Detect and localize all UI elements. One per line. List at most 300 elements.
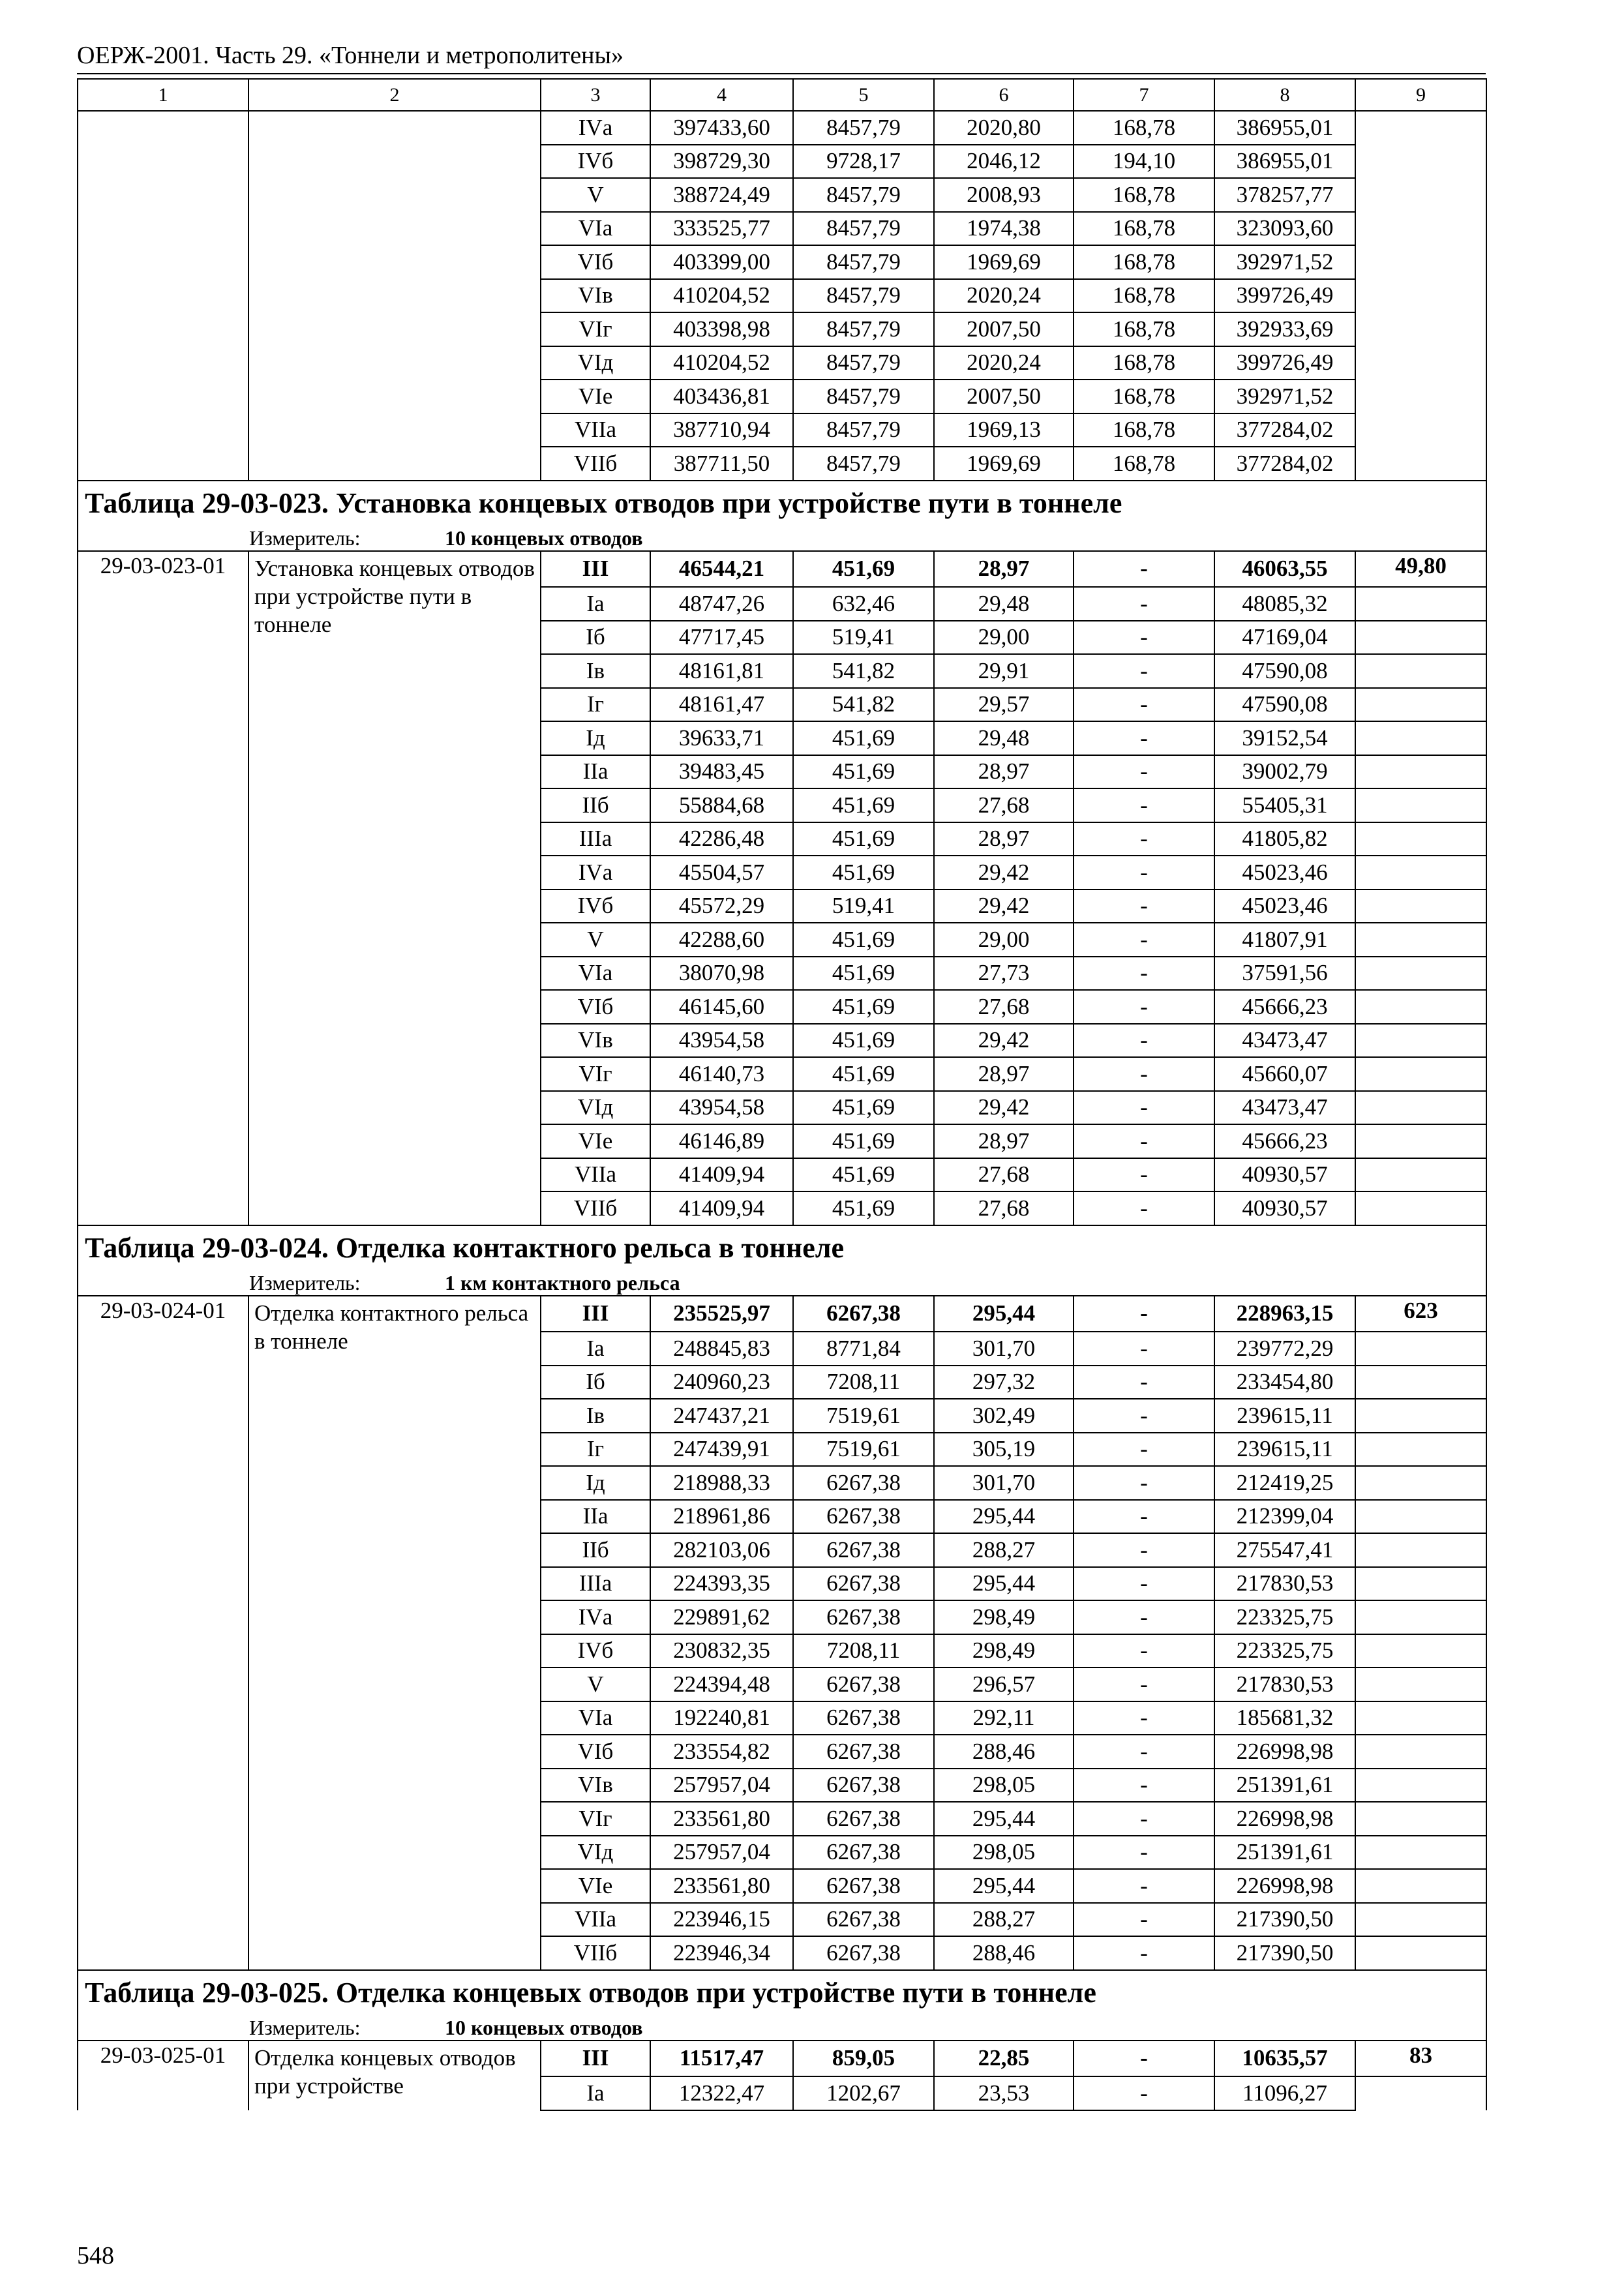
header-rule	[77, 73, 1486, 74]
column-number-row	[78, 79, 1486, 111]
cell-zone: VIг	[541, 1057, 650, 1091]
cell-machine-costs: 27,68	[934, 990, 1074, 1024]
empty-col9-cell	[1355, 1668, 1486, 1701]
cell-wages: 451,69	[793, 551, 934, 588]
cell-machine-costs: 2020,80	[934, 111, 1074, 145]
cell-driver-wages: -	[1074, 1091, 1214, 1125]
cell-machine-costs: 2007,50	[934, 312, 1074, 346]
cell-direct-costs: 39633,71	[650, 721, 793, 755]
cell-zone: VIб	[541, 1735, 650, 1769]
cell-materials: 40930,57	[1214, 1158, 1355, 1192]
cell-machine-costs: 288,27	[934, 1903, 1074, 1937]
empty-col9-cell	[1355, 1433, 1486, 1467]
cell-zone: Iд	[541, 721, 650, 755]
cell-direct-costs: 257957,04	[650, 1836, 793, 1870]
cell-direct-costs: 218988,33	[650, 1466, 793, 1500]
cell-direct-costs: 398729,30	[650, 145, 793, 179]
cell-wages: 8457,79	[793, 212, 934, 246]
empty-description-cell	[248, 111, 541, 481]
empty-col9-cell	[1355, 1124, 1486, 1158]
cell-machine-costs: 22,85	[934, 2041, 1074, 2077]
cell-wages: 8457,79	[793, 447, 934, 481]
empty-col9-cell	[1355, 822, 1486, 856]
cell-direct-costs: 247439,91	[650, 1433, 793, 1467]
cell-zone: IIIа	[541, 822, 650, 856]
empty-col9-cell	[1355, 923, 1486, 957]
cell-materials: 47590,08	[1214, 688, 1355, 722]
empty-col9-cell	[1355, 111, 1486, 481]
cell-materials: 392971,52	[1214, 380, 1355, 413]
empty-col9-cell	[1355, 1332, 1486, 1366]
running-header: ОЕРЖ-2001. Часть 29. «Тоннели и метрополитены»	[77, 42, 624, 69]
empty-col9-cell	[1355, 1191, 1486, 1225]
cell-zone: Iа	[541, 1332, 650, 1366]
cell-driver-wages: 168,78	[1074, 380, 1214, 413]
cell-direct-costs: 43954,58	[650, 1091, 793, 1125]
cell-wages: 7519,61	[793, 1433, 934, 1467]
empty-col9-cell	[1355, 587, 1486, 621]
cell-direct-costs: 240960,23	[650, 1366, 793, 1399]
empty-col9-cell	[1355, 1701, 1486, 1735]
cell-machine-costs: 301,70	[934, 1466, 1074, 1500]
rate-description: Отделка контактного рельса в тоннеле	[248, 1296, 541, 1970]
column-number: 1	[78, 79, 248, 111]
cell-driver-wages: -	[1074, 1567, 1214, 1601]
cell-direct-costs: 11517,47	[650, 2041, 793, 2077]
column-number: 2	[248, 79, 541, 111]
empty-col9-cell	[1355, 1903, 1486, 1937]
cell-wages: 519,41	[793, 890, 934, 923]
cell-wages: 451,69	[793, 1091, 934, 1125]
cell-materials: 212399,04	[1214, 1500, 1355, 1534]
cell-wages: 1202,67	[793, 2076, 934, 2110]
cell-driver-wages: 168,78	[1074, 413, 1214, 447]
cell-driver-wages: 168,78	[1074, 178, 1214, 212]
table-row	[78, 2041, 1486, 2077]
table-title: Таблица 29-03-025. Отделка концевых отводов при устройстве пути в тоннеле	[78, 1970, 1486, 2015]
empty-col9-cell	[1355, 1634, 1486, 1668]
cell-wages: 6267,38	[793, 1668, 934, 1701]
cell-driver-wages: -	[1074, 1057, 1214, 1091]
cell-materials: 45660,07	[1214, 1057, 1355, 1091]
cell-zone: VIг	[541, 312, 650, 346]
cell-wages: 6267,38	[793, 1802, 934, 1836]
cell-wages: 6267,38	[793, 1296, 934, 1332]
cell-machine-costs: 298,05	[934, 1836, 1074, 1870]
cell-machine-costs: 2008,93	[934, 178, 1074, 212]
column-number: 6	[934, 79, 1074, 111]
cell-wages: 632,46	[793, 587, 934, 621]
cell-zone: V	[541, 178, 650, 212]
rates-table	[77, 78, 1487, 2111]
cell-zone: V	[541, 1668, 650, 1701]
cell-driver-wages: -	[1074, 1769, 1214, 1803]
cell-materials: 55405,31	[1214, 788, 1355, 822]
empty-col9-cell	[1355, 1158, 1486, 1192]
cell-direct-costs: 403399,00	[650, 245, 793, 279]
cell-zone: VIв	[541, 279, 650, 313]
cell-zone: IVа	[541, 856, 650, 890]
cell-materials: 377284,02	[1214, 447, 1355, 481]
cell-machine-costs: 27,68	[934, 1158, 1074, 1192]
cell-materials: 43473,47	[1214, 1091, 1355, 1125]
cell-wages: 451,69	[793, 990, 934, 1024]
cell-materials: 47590,08	[1214, 654, 1355, 688]
empty-col9-cell	[1355, 1366, 1486, 1399]
cell-direct-costs: 282103,06	[650, 1533, 793, 1567]
cell-driver-wages: -	[1074, 688, 1214, 722]
cell-direct-costs: 235525,97	[650, 1296, 793, 1332]
empty-col9-cell	[1355, 1057, 1486, 1091]
cell-direct-costs: 403398,98	[650, 312, 793, 346]
cell-zone: IIб	[541, 788, 650, 822]
cell-wages: 7208,11	[793, 1366, 934, 1399]
unit-value: 1 км контактного рельса	[445, 1270, 680, 1294]
cell-machine-costs: 298,49	[934, 1634, 1074, 1668]
cell-direct-costs: 410204,52	[650, 346, 793, 380]
cell-zone: Iг	[541, 688, 650, 722]
cell-zone: III	[541, 1296, 650, 1332]
cell-machine-costs: 1974,38	[934, 212, 1074, 246]
table-title-row	[78, 1970, 1486, 2015]
cell-materials: 378257,77	[1214, 178, 1355, 212]
cell-direct-costs: 12322,47	[650, 2076, 793, 2110]
cell-machine-costs: 301,70	[934, 1332, 1074, 1366]
cell-wages: 8457,79	[793, 312, 934, 346]
cell-machine-costs: 295,44	[934, 1802, 1074, 1836]
cell-direct-costs: 192240,81	[650, 1701, 793, 1735]
cell-wages: 8457,79	[793, 380, 934, 413]
cell-materials: 392933,69	[1214, 312, 1355, 346]
cell-zone: VIд	[541, 346, 650, 380]
cell-machine-costs: 29,57	[934, 688, 1074, 722]
cell-direct-costs: 45504,57	[650, 856, 793, 890]
empty-col9-cell	[1355, 957, 1486, 991]
table-title-row	[78, 1225, 1486, 1270]
table-row	[78, 551, 1486, 588]
cell-wages: 8457,79	[793, 178, 934, 212]
cell-direct-costs: 333525,77	[650, 212, 793, 246]
cell-materials: 185681,32	[1214, 1701, 1355, 1735]
unit-value: 10 концевых отводов	[445, 526, 643, 550]
cell-driver-wages: -	[1074, 788, 1214, 822]
cell-machine-costs: 2007,50	[934, 380, 1074, 413]
cell-zone: Iг	[541, 1433, 650, 1467]
cell-wages: 6267,38	[793, 1903, 934, 1937]
cell-driver-wages: -	[1074, 2041, 1214, 2077]
cell-direct-costs: 42286,48	[650, 822, 793, 856]
empty-col9-cell	[1355, 1024, 1486, 1058]
unit-label: Измеритель:	[249, 526, 361, 550]
cell-machine-costs: 27,73	[934, 957, 1074, 991]
empty-col9-cell	[1355, 1936, 1486, 1970]
cell-wages: 451,69	[793, 1024, 934, 1058]
empty-col9-cell	[1355, 621, 1486, 655]
cell-direct-costs: 223946,15	[650, 1903, 793, 1937]
unit-row	[78, 2015, 1486, 2041]
cell-direct-costs: 233554,82	[650, 1735, 793, 1769]
cell-driver-wages: 168,78	[1074, 245, 1214, 279]
cell-driver-wages: -	[1074, 1433, 1214, 1467]
cell-materials: 45666,23	[1214, 990, 1355, 1024]
cell-direct-costs: 388724,49	[650, 178, 793, 212]
unit-label: Измеритель:	[249, 2015, 361, 2039]
cell-wages: 7519,61	[793, 1399, 934, 1433]
unit-value: 10 концевых отводов	[445, 2015, 643, 2039]
cell-machine-costs: 305,19	[934, 1433, 1074, 1467]
cell-wages: 451,69	[793, 923, 934, 957]
cell-zone: VIг	[541, 1802, 650, 1836]
cell-machine-costs: 288,46	[934, 1936, 1074, 1970]
empty-col9-cell	[1355, 1802, 1486, 1836]
cell-direct-costs: 397433,60	[650, 111, 793, 145]
cell-machine-costs: 28,97	[934, 822, 1074, 856]
cell-zone: IVа	[541, 111, 650, 145]
cell-direct-costs: 387710,94	[650, 413, 793, 447]
cell-wages: 6267,38	[793, 1836, 934, 1870]
cell-driver-wages: -	[1074, 1296, 1214, 1332]
cell-machine-costs: 23,53	[934, 2076, 1074, 2110]
cell-materials: 392971,52	[1214, 245, 1355, 279]
cell-materials: 226998,98	[1214, 1869, 1355, 1903]
cell-zone: VIе	[541, 1124, 650, 1158]
rate-description: Отделка концевых отводов при устройстве	[248, 2041, 541, 2110]
cell-materials: 239772,29	[1214, 1332, 1355, 1366]
cell-materials: 399726,49	[1214, 279, 1355, 313]
cell-zone: IIIа	[541, 1567, 650, 1601]
cell-machine-costs: 295,44	[934, 1869, 1074, 1903]
cell-driver-wages: -	[1074, 755, 1214, 789]
cell-zone: IVб	[541, 145, 650, 179]
empty-col9-cell	[1355, 1500, 1486, 1534]
cell-zone: VIд	[541, 1836, 650, 1870]
cell-zone: VIв	[541, 1769, 650, 1803]
cell-materials: 323093,60	[1214, 212, 1355, 246]
cell-direct-costs: 403436,81	[650, 380, 793, 413]
cell-machine-costs: 29,42	[934, 856, 1074, 890]
cell-wages: 6267,38	[793, 1769, 934, 1803]
cell-zone: VIа	[541, 212, 650, 246]
unit-row	[78, 526, 1486, 551]
cell-driver-wages: -	[1074, 1332, 1214, 1366]
cell-materials: 212419,25	[1214, 1466, 1355, 1500]
cell-materials: 223325,75	[1214, 1600, 1355, 1634]
cell-machine-costs: 302,49	[934, 1399, 1074, 1433]
cell-materials: 223325,75	[1214, 1634, 1355, 1668]
cell-wages: 8457,79	[793, 279, 934, 313]
cell-wages: 451,69	[793, 755, 934, 789]
cell-zone: VIа	[541, 957, 650, 991]
cell-zone: IIа	[541, 1500, 650, 1534]
cell-driver-wages: -	[1074, 1533, 1214, 1567]
empty-col9-cell	[1355, 755, 1486, 789]
cell-wages: 451,69	[793, 856, 934, 890]
cell-wages: 6267,38	[793, 1869, 934, 1903]
cell-zone: VIIб	[541, 1936, 650, 1970]
cell-materials: 47169,04	[1214, 621, 1355, 655]
cell-zone: VIб	[541, 245, 650, 279]
cell-direct-costs: 223946,34	[650, 1936, 793, 1970]
cell-wages: 451,69	[793, 788, 934, 822]
cell-driver-wages: -	[1074, 822, 1214, 856]
cell-driver-wages: -	[1074, 551, 1214, 588]
cell-direct-costs: 224394,48	[650, 1668, 793, 1701]
cell-driver-wages: 168,78	[1074, 279, 1214, 313]
cell-machine-costs: 29,42	[934, 1091, 1074, 1125]
empty-col9-cell	[1355, 1769, 1486, 1803]
cell-zone: Iб	[541, 621, 650, 655]
cell-driver-wages: -	[1074, 1024, 1214, 1058]
cell-direct-costs: 46140,73	[650, 1057, 793, 1091]
cell-machine-costs: 29,48	[934, 587, 1074, 621]
labor-cost: 83	[1355, 2041, 1486, 2077]
cell-materials: 41807,91	[1214, 923, 1355, 957]
cell-direct-costs: 230832,35	[650, 1634, 793, 1668]
cell-machine-costs: 298,49	[934, 1600, 1074, 1634]
cell-materials: 39002,79	[1214, 755, 1355, 789]
cell-materials: 226998,98	[1214, 1802, 1355, 1836]
cell-driver-wages: -	[1074, 1802, 1214, 1836]
cell-machine-costs: 2020,24	[934, 346, 1074, 380]
cell-wages: 9728,17	[793, 145, 934, 179]
page-number: 548	[77, 2242, 114, 2269]
cell-materials: 217390,50	[1214, 1936, 1355, 1970]
cell-direct-costs: 224393,35	[650, 1567, 793, 1601]
cell-wages: 6267,38	[793, 1533, 934, 1567]
cell-materials: 399726,49	[1214, 346, 1355, 380]
column-number: 4	[650, 79, 793, 111]
cell-wages: 6267,38	[793, 1466, 934, 1500]
cell-direct-costs: 218961,86	[650, 1500, 793, 1534]
cell-machine-costs: 288,46	[934, 1735, 1074, 1769]
cell-materials: 251391,61	[1214, 1836, 1355, 1870]
cell-wages: 451,69	[793, 1191, 934, 1225]
cell-zone: VIд	[541, 1091, 650, 1125]
cell-wages: 451,69	[793, 721, 934, 755]
cell-direct-costs: 46544,21	[650, 551, 793, 588]
cell-materials: 217830,53	[1214, 1668, 1355, 1701]
cell-driver-wages: -	[1074, 856, 1214, 890]
cell-materials: 377284,02	[1214, 413, 1355, 447]
cell-wages: 451,69	[793, 957, 934, 991]
cell-driver-wages: -	[1074, 1124, 1214, 1158]
cell-driver-wages: -	[1074, 890, 1214, 923]
table-title: Таблица 29-03-024. Отделка контактного рельса в тоннеле	[78, 1225, 1486, 1270]
cell-materials: 40930,57	[1214, 1191, 1355, 1225]
cell-wages: 6267,38	[793, 1600, 934, 1634]
column-number: 5	[793, 79, 934, 111]
cell-wages: 859,05	[793, 2041, 934, 2077]
cell-zone: VIа	[541, 1701, 650, 1735]
unit-row	[78, 1270, 1486, 1296]
cell-wages: 8771,84	[793, 1332, 934, 1366]
cell-machine-costs: 29,91	[934, 654, 1074, 688]
cell-machine-costs: 28,97	[934, 551, 1074, 588]
cell-driver-wages: 168,78	[1074, 212, 1214, 246]
cell-machine-costs: 292,11	[934, 1701, 1074, 1735]
cell-driver-wages: -	[1074, 1600, 1214, 1634]
cell-machine-costs: 27,68	[934, 788, 1074, 822]
cell-driver-wages: -	[1074, 1634, 1214, 1668]
cell-zone: IVб	[541, 890, 650, 923]
cell-direct-costs: 46145,60	[650, 990, 793, 1024]
rate-code: 29-03-024-01	[78, 1296, 248, 1970]
cell-zone: VIIб	[541, 447, 650, 481]
cell-wages: 6267,38	[793, 1701, 934, 1735]
cell-direct-costs: 229891,62	[650, 1600, 793, 1634]
cell-zone: III	[541, 2041, 650, 2077]
empty-col9-cell	[1355, 890, 1486, 923]
cell-direct-costs: 43954,58	[650, 1024, 793, 1058]
unit-label: Измеритель:	[249, 1270, 361, 1294]
cell-zone: IIб	[541, 1533, 650, 1567]
cell-wages: 519,41	[793, 621, 934, 655]
labor-cost: 49,80	[1355, 551, 1486, 588]
cell-machine-costs: 1969,69	[934, 245, 1074, 279]
cell-zone: IVб	[541, 1634, 650, 1668]
cell-materials: 37591,56	[1214, 957, 1355, 991]
cell-wages: 8457,79	[793, 111, 934, 145]
empty-col9-cell	[1355, 990, 1486, 1024]
table-title-row	[78, 481, 1486, 526]
measurement-unit	[78, 1270, 1486, 1296]
cell-materials: 386955,01	[1214, 111, 1355, 145]
empty-col9-cell	[1355, 2076, 1486, 2110]
cell-direct-costs: 233561,80	[650, 1802, 793, 1836]
cell-zone: V	[541, 923, 650, 957]
cell-materials: 45666,23	[1214, 1124, 1355, 1158]
cell-direct-costs: 247437,21	[650, 1399, 793, 1433]
cell-driver-wages: -	[1074, 1735, 1214, 1769]
table-row	[78, 1296, 1486, 1332]
cell-machine-costs: 29,42	[934, 890, 1074, 923]
cell-materials: 228963,15	[1214, 1296, 1355, 1332]
cell-driver-wages: -	[1074, 1158, 1214, 1192]
measurement-unit	[78, 526, 1486, 551]
cell-zone: VIв	[541, 1024, 650, 1058]
measurement-unit	[78, 2015, 1486, 2041]
cell-driver-wages: -	[1074, 1191, 1214, 1225]
cell-driver-wages: -	[1074, 990, 1214, 1024]
empty-col9-cell	[1355, 1091, 1486, 1125]
cell-wages: 6267,38	[793, 1936, 934, 1970]
cell-machine-costs: 28,97	[934, 1124, 1074, 1158]
cell-zone: IVа	[541, 1600, 650, 1634]
cell-driver-wages: 168,78	[1074, 346, 1214, 380]
cell-direct-costs: 45572,29	[650, 890, 793, 923]
cell-wages: 8457,79	[793, 346, 934, 380]
cell-direct-costs: 55884,68	[650, 788, 793, 822]
cell-materials: 233454,80	[1214, 1366, 1355, 1399]
cell-materials: 251391,61	[1214, 1769, 1355, 1803]
empty-col9-cell	[1355, 1567, 1486, 1601]
cell-materials: 41805,82	[1214, 822, 1355, 856]
empty-col9-cell	[1355, 1466, 1486, 1500]
cell-driver-wages: -	[1074, 621, 1214, 655]
cell-zone: VIIа	[541, 1158, 650, 1192]
cell-machine-costs: 296,57	[934, 1668, 1074, 1701]
cell-direct-costs: 410204,52	[650, 279, 793, 313]
empty-col9-cell	[1355, 654, 1486, 688]
cell-driver-wages: -	[1074, 1701, 1214, 1735]
cell-zone: VIе	[541, 380, 650, 413]
rate-code: 29-03-025-01	[78, 2041, 248, 2110]
empty-col9-cell	[1355, 1600, 1486, 1634]
cell-driver-wages: -	[1074, 654, 1214, 688]
cell-driver-wages: -	[1074, 1399, 1214, 1433]
column-number: 9	[1355, 79, 1486, 111]
cell-zone: III	[541, 551, 650, 588]
